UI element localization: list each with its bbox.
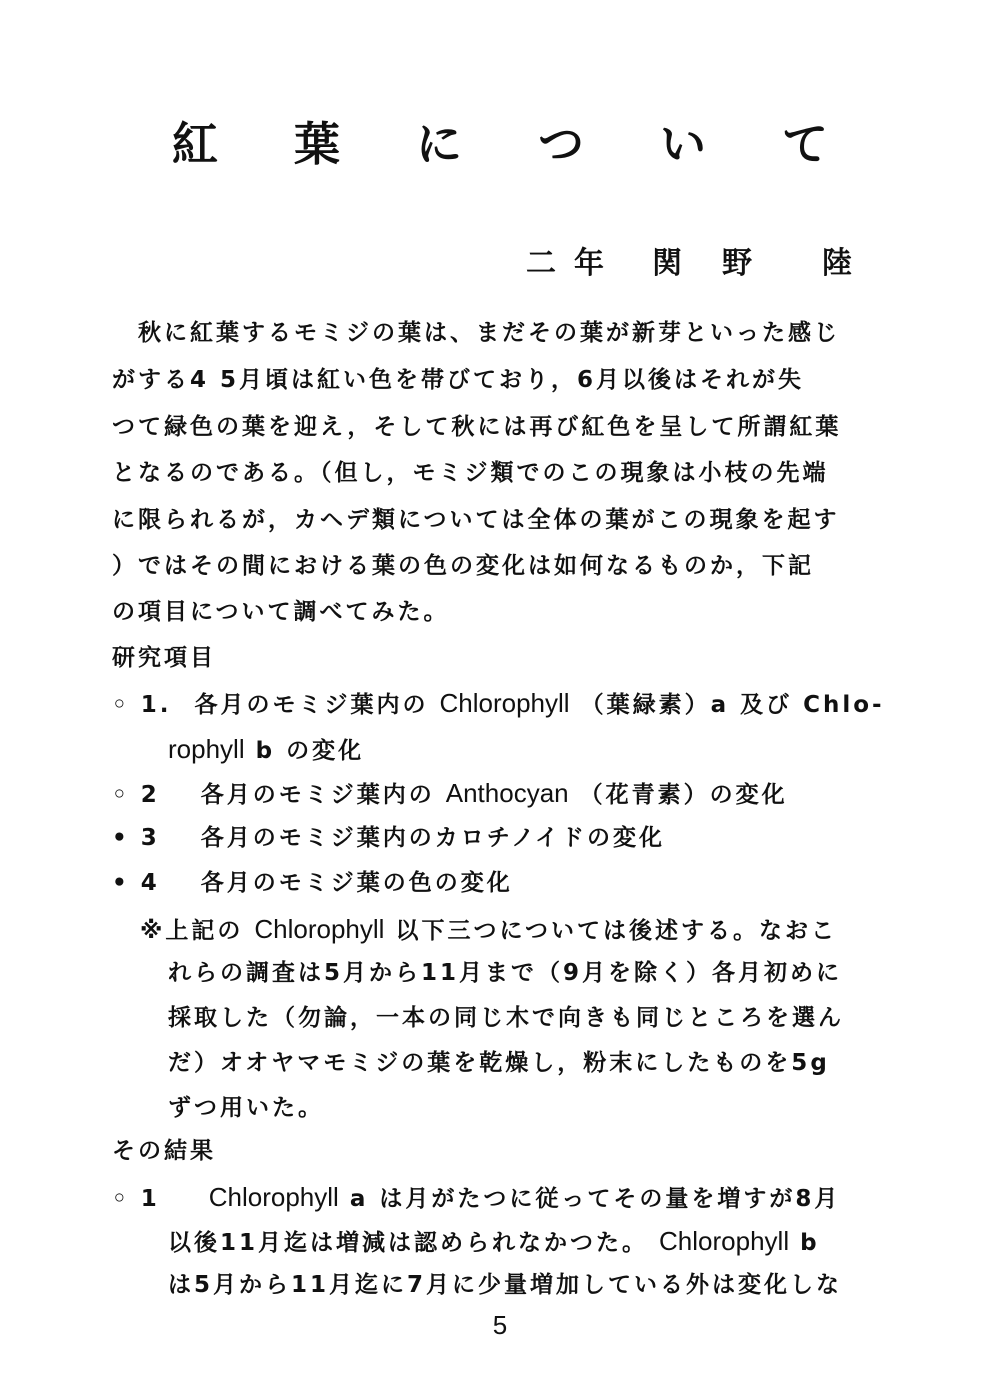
item-text-after: （花青素）の変化 (579, 782, 788, 808)
intro-line: 秋に紅葉するモミジの葉は、まだその葉が新芽といった感じ (138, 320, 840, 346)
page-number: 5 (492, 1310, 508, 1340)
document-title: 紅 葉 に つ い て (171, 117, 859, 171)
author-grade: 二年 (526, 246, 622, 281)
result-text: 以後11月迄は増減は認められなかつた。 (168, 1230, 649, 1256)
item-text-after: （葉緑素）a 及び Chlo- (580, 692, 885, 718)
intro-line: となるのである。（但し，モミジ類でのこの現象は小枝の先端 (112, 460, 829, 486)
result-latin-term: Chlorophyll (208, 1182, 339, 1212)
item-text: 各月のモミジ葉の色の変化 (200, 870, 513, 896)
intro-line: の項目について調べてみた。 (112, 599, 450, 625)
result-text-after: b (800, 1230, 820, 1256)
research-item (112, 778, 788, 810)
note-text-after: 以下三つについては後述する。なおこ (395, 918, 838, 944)
item-marker: • 3 (112, 825, 160, 851)
result-line: は5月から11月迄に7月に少量増加している外は変化しな (168, 1272, 843, 1298)
section-heading-results: その結果 (112, 1138, 216, 1164)
note-line: だ）オオヤマモミジの葉を乾燥し，粉末にしたものを5g (168, 1050, 830, 1076)
intro-line: ）ではその間における葉の色の変化は如何なるものか，下記 (112, 553, 814, 579)
result-line (168, 1226, 820, 1258)
item-latin-term: rophyll (168, 734, 245, 764)
author-line (526, 238, 852, 282)
intro-line: に限られるが，カヘデ類については全体の葉がこの現象を起す (112, 507, 840, 533)
note-latin-term: Chlorophyll (254, 914, 385, 944)
item-latin-term: Chlorophyll (439, 688, 570, 718)
section-heading-research: 研究項目 (112, 645, 216, 671)
item-marker: • 4 (112, 870, 160, 896)
item-text-after: b の変化 (255, 738, 365, 764)
result-text-after: a は月がたつに従ってその量を増すが8月 (349, 1186, 841, 1212)
intro-line: つて緑色の葉を迎え，そして秋には再び紅色を呈して所謂紅葉 (112, 414, 842, 440)
item-latin-term: Anthocyan (445, 778, 569, 808)
research-item (112, 688, 885, 720)
item-marker: ◦ 1 (112, 1186, 160, 1212)
research-item (112, 823, 665, 853)
note-line: れらの調査は5月から11月まで（9月を除く）各月初めに (168, 960, 843, 986)
author-family-name: 関野 (652, 246, 792, 281)
intro-line: がする4 5月頃は紅い色を帯びており，6月以後はそれが失 (112, 367, 805, 393)
item-marker: ◦ 1. (112, 692, 172, 718)
item-text: 各月のモミジ葉内の (200, 782, 435, 808)
note-line: ずつ用いた。 (168, 1095, 324, 1121)
note-text: ※上記の (140, 918, 255, 944)
note-line: 採取した（勿論，一本の同じ木で向きも同じところを選ん (168, 1005, 844, 1031)
note-line (140, 914, 837, 946)
result-latin-term: Chlorophyll (659, 1226, 790, 1256)
research-item-continued (168, 734, 364, 766)
item-text: 各月のモミジ葉内のカロチノイドの変化 (200, 825, 666, 851)
item-text: 各月のモミジ葉内の (194, 692, 429, 718)
author-given-name: 陸 (822, 246, 852, 281)
item-marker: ◦ 2 (112, 782, 160, 808)
research-item (112, 868, 513, 898)
result-item (112, 1182, 840, 1214)
